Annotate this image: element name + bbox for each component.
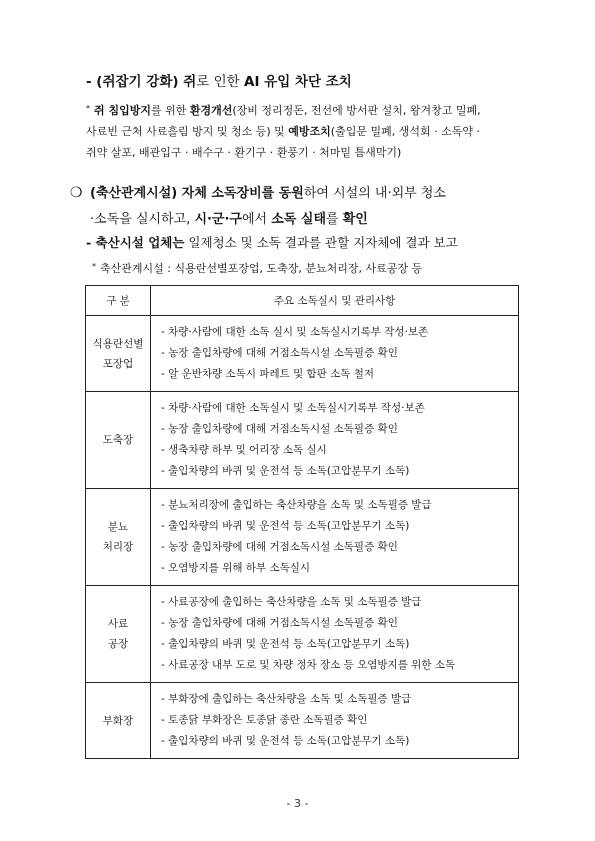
table-row	[86, 489, 519, 586]
heading-bold-ai: AI 유입 차단 조치	[244, 74, 352, 90]
category-line: 처리장	[102, 541, 134, 553]
item: - 출입차량의 바퀴 및 운전석 등 소독(고압분무기 소독)	[161, 461, 518, 482]
item: - 차량·사람에 대한 소독실시 및 소독실시기록부 작성·보존	[161, 398, 518, 419]
section-livestock-facilities	[70, 180, 446, 233]
table-row	[86, 392, 519, 489]
section2-text-2: 하여 시설의 내·외부 청소	[303, 186, 446, 201]
rat-prevention-note	[86, 98, 481, 163]
row-items	[151, 316, 519, 392]
note-bold-1: 쥐 침입방지	[94, 104, 151, 117]
facility-report-rest: 일제청소 및 소독 결과를 관할 지자체에 결과 보고	[184, 235, 458, 250]
note-line2-a: 사료빈 근처 사료흘림 방지 및 청소 등) 및	[86, 125, 289, 138]
table-header-items: 주요 소독실시 및 관리사항	[151, 286, 519, 316]
note-line-2	[86, 121, 481, 142]
item: - 출입차량의 바퀴 및 운전석 등 소독(고압분무기 소독)	[161, 634, 518, 655]
note-mark: *	[86, 104, 90, 113]
section2-text-7: 를	[326, 212, 343, 227]
item: - 농장 출입차량에 대해 거점소독시설 소독필증 확인	[161, 343, 518, 364]
section2-bold-1: (축산관계시설) 자체 소독장비를 동원	[90, 186, 304, 201]
item: - 알 운반차량 소독시 파레트 및 합판 소독 철저	[161, 364, 518, 385]
item: - 토종닭 부화장은 토종닭 종란 소독필증 확인	[161, 710, 518, 731]
row-category	[86, 683, 151, 759]
item: - 농장 출입차량에 대해 거점소독시설 소독필증 확인	[161, 613, 518, 634]
table-header-row	[86, 286, 519, 316]
row-items	[151, 489, 519, 586]
row-items	[151, 586, 519, 683]
item: - 농장 출입차량에 대해 거점소독시설 소독필증 확인	[161, 537, 518, 558]
item: - 사료공장 내부 도로 및 차량 정차 장소 등 오염방지를 위한 소독	[161, 655, 518, 676]
category-line: 분뇨	[107, 521, 129, 533]
category-line: 식용란선별	[92, 337, 144, 350]
note-line-1	[86, 98, 481, 121]
row-category	[86, 316, 151, 392]
table-row	[86, 316, 519, 392]
heading-prefix: - (쥐잡기 강화)	[86, 74, 184, 90]
category-line: 포장업	[102, 357, 134, 370]
row-items	[151, 683, 519, 759]
page-number: - 3 -	[286, 797, 309, 810]
footnote-mark: *	[92, 262, 96, 271]
item: - 부화장에 출입하는 축산차량을 소독 및 소독필증 발급	[161, 689, 518, 710]
category-line: 부화장	[102, 714, 134, 727]
note-bold-3: 환경개선	[189, 104, 233, 117]
row-category	[86, 586, 151, 683]
row-items	[151, 392, 519, 489]
note-text-4: (장비 정리정돈, 전선에 방서판 설치, 왕겨창고 밀폐,	[232, 104, 481, 117]
section2-bold-8: 확인	[342, 212, 368, 227]
facility-report-bold: - 축산시설 업체는	[86, 235, 185, 250]
item: - 출입차량의 바퀴 및 운전석 등 소독(고압분무기 소독)	[161, 516, 518, 537]
item: - 오염방지를 위해 하부 소독실시	[161, 558, 518, 579]
row-category	[86, 392, 151, 489]
circle-bullet-icon: ❍	[70, 185, 83, 201]
table-row	[86, 683, 519, 759]
category-line: 도축장	[102, 434, 134, 446]
note-line2-bold: 예방조치	[288, 125, 331, 138]
table-row	[86, 586, 519, 683]
section-heading-rat-control	[86, 70, 352, 90]
disinfection-table	[85, 285, 519, 759]
note-text-2: 를 위한	[150, 104, 190, 117]
item: - 출입차량의 바퀴 및 운전석 등 소독(고압분무기 소독)	[161, 731, 518, 752]
category-line: 공장	[107, 638, 129, 650]
note-line2-c: (출입문 밀폐, 생석회 · 소독약 ·	[330, 125, 480, 138]
item: - 농장 출입차량에 대해 거점소독시설 소독필증 확인	[161, 419, 518, 440]
section2-line-1	[70, 180, 446, 207]
table-header-category: 구 분	[86, 286, 151, 316]
section2-bold-6: 소독 실태	[271, 212, 327, 227]
item: - 차량·사람에 대한 소독 실시 및 소독실시기록부 작성·보존	[161, 322, 518, 343]
note-line-3: 쥐약 살포, 배관입구 · 배수구 · 환기구 · 환풍기 · 처마밑 틈새막기)	[86, 146, 402, 159]
heading-bold-rat: 쥐	[183, 74, 197, 90]
facility-footnote	[92, 260, 422, 276]
item: - 사료공장에 출입하는 축산차량을 소독 및 소독필증 발급	[161, 592, 518, 613]
row-category	[86, 489, 151, 586]
footnote-text: 축산관계시설 : 식용란선별포장업, 도축장, 분뇨처리장, 사료공장 등	[100, 262, 423, 275]
section2-bold-4: 시·군·구	[194, 212, 242, 227]
section2-text-3: ·소독을 실시하고,	[90, 212, 195, 227]
item: - 분뇨처리장에 출입하는 축산차량을 소독 및 소독필증 발급	[161, 495, 518, 516]
category-line: 사료	[107, 618, 129, 630]
section2-line-2	[70, 207, 446, 233]
facility-report-line	[86, 233, 458, 251]
section2-text-5: 에서	[242, 212, 272, 227]
item: - 생축차량 하부 및 어리장 소독 실시	[161, 440, 518, 461]
heading-mid: 로 인한	[196, 74, 245, 90]
